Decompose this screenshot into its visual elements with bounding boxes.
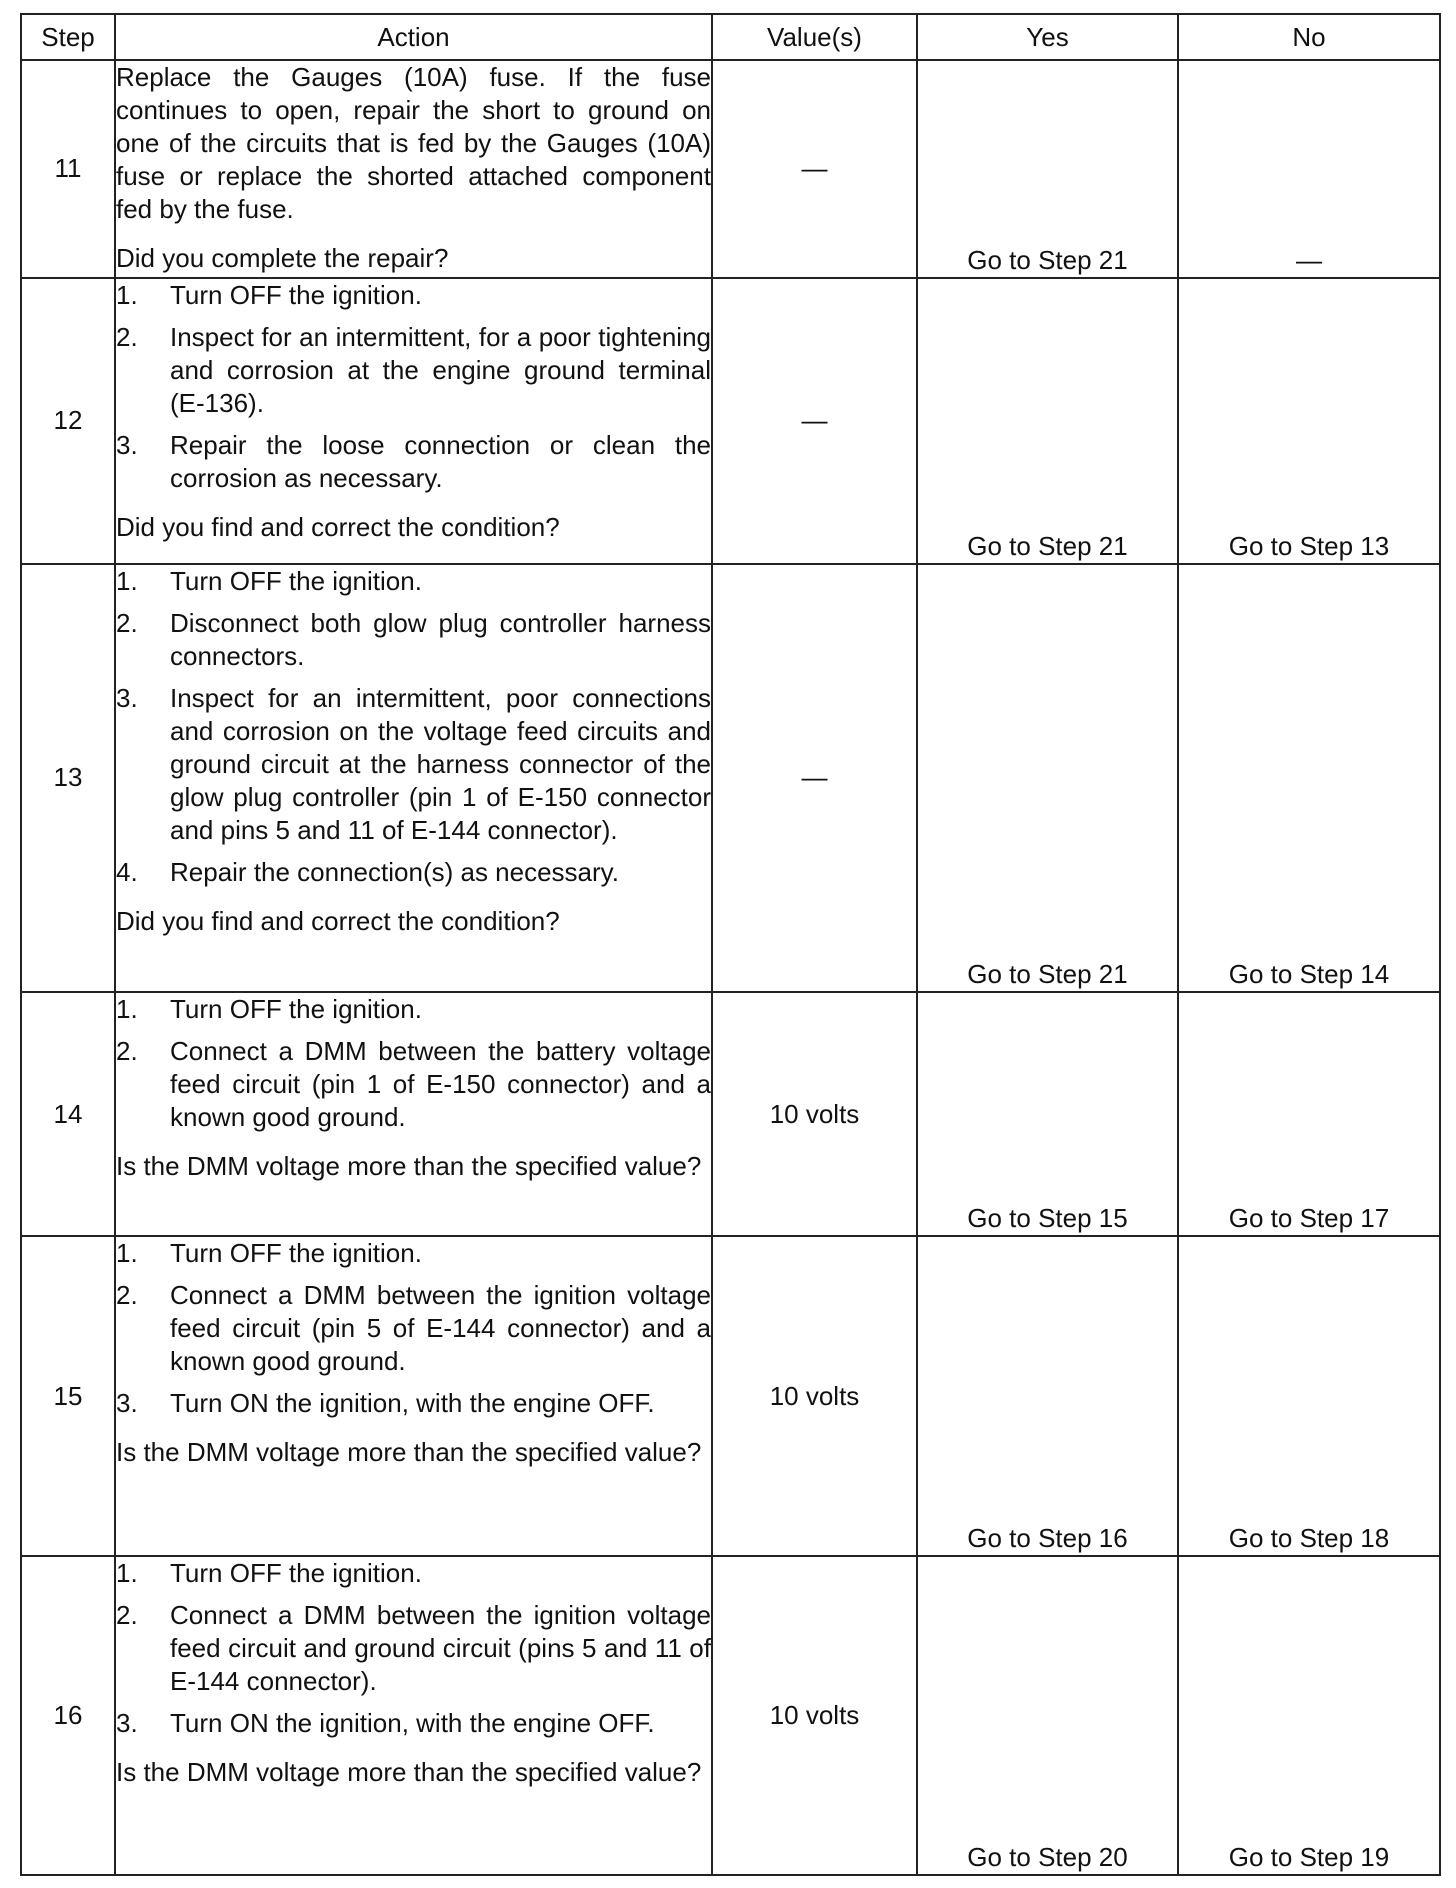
diagnostic-table	[20, 13, 1441, 1876]
item-text: Turn OFF the ignition.	[170, 1557, 422, 1588]
list-item	[116, 1599, 711, 1698]
action-cell	[115, 60, 712, 278]
no-cell: —	[1178, 60, 1440, 278]
value-cell: —	[712, 60, 917, 278]
item-number: 1.	[116, 1557, 138, 1588]
item-text: Inspect for an intermittent, for a poor tightening and corrosion at the engine ground terminal (E-136).	[170, 321, 711, 418]
item-number: 3.	[116, 429, 138, 460]
table-row-step-14	[21, 992, 1440, 1237]
item-number: 2.	[116, 1599, 138, 1630]
value-cell: 10 volts	[712, 1236, 917, 1555]
action-list	[116, 993, 711, 1134]
value-cell: 10 volts	[712, 1556, 917, 1875]
yes-cell: Go to Step 16	[917, 1236, 1178, 1555]
item-number: 3.	[116, 1388, 138, 1419]
header-yes: Yes	[917, 14, 1178, 60]
list-item	[116, 1237, 711, 1270]
header-no: No	[1178, 14, 1440, 60]
item-number: 1.	[116, 279, 138, 310]
item-text: Turn OFF the ignition.	[170, 993, 422, 1024]
item-text: Disconnect both glow plug controller harness connectors.	[170, 607, 711, 671]
action-cell	[115, 1556, 712, 1875]
value-cell: —	[712, 278, 917, 564]
no-cell: Go to Step 18	[1178, 1236, 1440, 1555]
item-number: 3.	[116, 682, 138, 713]
table-row-step-15	[21, 1236, 1440, 1555]
list-item	[116, 279, 711, 312]
item-number: 2.	[116, 607, 138, 638]
item-text: Turn ON the ignition, with the engine OFF.	[170, 1707, 655, 1738]
yes-cell: Go to Step 15	[917, 992, 1178, 1237]
item-number: 1.	[116, 1238, 138, 1269]
item-text: Repair the connection(s) as necessary.	[170, 856, 619, 887]
action-list	[116, 565, 711, 889]
action-list	[116, 1237, 711, 1420]
item-text: Connect a DMM between the ignition voltage feed circuit and ground circuit (pins 5 and 11 of E-144 connector).	[170, 1599, 711, 1696]
action-question: Did you complete the repair?	[116, 243, 449, 273]
header-action: Action	[115, 14, 712, 60]
header-row	[21, 14, 1440, 60]
item-text: Inspect for an intermittent, poor connections and corrosion on the voltage feed circuits and ground circuit at the harness connector of the glow plug controller (pin 1 of E-150 connector and pins 5 and 11 of E-144 connector).	[170, 682, 711, 845]
yes-cell: Go to Step 21	[917, 564, 1178, 992]
item-number: 2.	[116, 1280, 138, 1311]
no-cell: Go to Step 19	[1178, 1556, 1440, 1875]
item-text: Turn OFF the ignition.	[170, 565, 422, 596]
list-item	[116, 321, 711, 420]
item-number: 1.	[116, 993, 138, 1024]
item-number: 2.	[116, 321, 138, 352]
step-number: 12	[21, 278, 115, 564]
no-cell: Go to Step 14	[1178, 564, 1440, 992]
list-item	[116, 1035, 711, 1134]
action-intro: Replace the Gauges (10A) fuse. If the fuse continues to open, repair the short to ground on one of the circuits that is fed by the Gauges (10A) fuse or replace the shorted attached component fed by the fuse.	[116, 62, 711, 224]
yes-cell: Go to Step 21	[917, 60, 1178, 278]
action-question: Is the DMM voltage more than the specified value?	[116, 1437, 702, 1468]
step-number: 15	[21, 1236, 115, 1555]
action-question: Is the DMM voltage more than the specified value?	[116, 1756, 702, 1787]
list-item	[116, 565, 711, 598]
yes-cell: Go to Step 21	[917, 278, 1178, 564]
table-row-step-13	[21, 564, 1440, 992]
item-text: Repair the loose connection or clean the corrosion as necessary.	[170, 429, 711, 493]
action-cell	[115, 278, 712, 564]
yes-cell: Go to Step 20	[917, 1556, 1178, 1875]
list-item	[116, 856, 711, 889]
item-text: Turn OFF the ignition.	[170, 279, 422, 310]
no-cell: Go to Step 17	[1178, 992, 1440, 1237]
no-cell: Go to Step 13	[1178, 278, 1440, 564]
item-number: 2.	[116, 1035, 138, 1066]
item-text: Connect a DMM between the battery voltage feed circuit (pin 1 of E-150 connector) and a known good ground.	[170, 1035, 711, 1132]
list-item	[116, 682, 711, 847]
header-values: Value(s)	[712, 14, 917, 60]
table-row-step-11	[21, 60, 1440, 278]
table-row-step-12	[21, 278, 1440, 564]
header-step: Step	[21, 14, 115, 60]
list-item	[116, 993, 711, 1026]
list-item	[116, 1387, 711, 1420]
item-number: 1.	[116, 565, 138, 596]
action-list	[116, 279, 711, 495]
action-question: Did you find and correct the condition?	[116, 511, 560, 542]
action-question: Did you find and correct the condition?	[116, 905, 560, 936]
list-item	[116, 1279, 711, 1378]
step-number: 13	[21, 564, 115, 992]
action-question: Is the DMM voltage more than the specified value?	[116, 1150, 702, 1181]
list-item	[116, 607, 711, 673]
action-cell	[115, 1236, 712, 1555]
action-cell	[115, 992, 712, 1237]
list-item	[116, 1557, 711, 1590]
table-row-step-16	[21, 1556, 1440, 1875]
item-number: 3.	[116, 1707, 138, 1738]
item-text: Connect a DMM between the ignition voltage feed circuit (pin 5 of E-144 connector) and a known good ground.	[170, 1280, 711, 1377]
item-text: Turn OFF the ignition.	[170, 1238, 422, 1269]
action-list	[116, 1557, 711, 1740]
list-item	[116, 429, 711, 495]
step-number: 14	[21, 992, 115, 1237]
item-number: 4.	[116, 856, 138, 887]
value-cell: —	[712, 564, 917, 992]
step-number: 16	[21, 1556, 115, 1875]
item-text: Turn ON the ignition, with the engine OFF.	[170, 1388, 655, 1419]
value-cell: 10 volts	[712, 992, 917, 1237]
step-number: 11	[21, 60, 115, 278]
action-cell	[115, 564, 712, 992]
list-item	[116, 1707, 711, 1740]
